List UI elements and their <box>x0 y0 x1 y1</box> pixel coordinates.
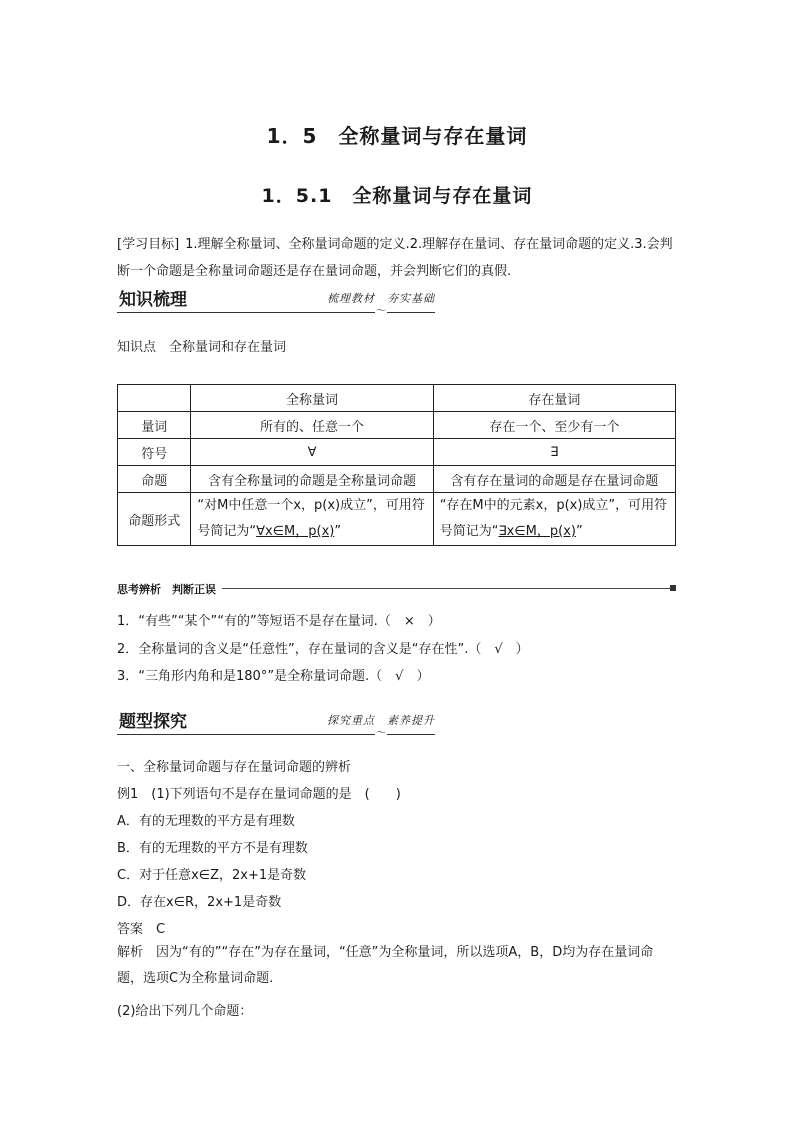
cell-universal: 含有全称量词的命题是全称量词命题 <box>191 466 433 493</box>
table-row <box>118 412 676 439</box>
form-text: “对M中任意一个x，p(x)成立”，可用符号简记为“ <box>197 498 425 539</box>
learning-objectives <box>117 231 682 285</box>
example-question: 例1 (1)下列语句不是存在量词命题的是 ( ) <box>117 787 401 802</box>
header-rule <box>117 312 435 313</box>
table-row <box>118 493 676 546</box>
analysis: 解析 因为“有的”“存在”为存在量词，“任意”为全称量词，所以选项A，B，D均为存在量词命题，选项C为全称量词命题. <box>117 945 654 986</box>
header-universal: 全称量词 <box>191 385 433 412</box>
cell-existential: 含有存在量词的命题是存在量词命题 <box>433 466 675 493</box>
objectives-text: 1.理解全称量词、全称量词命题的定义.2.理解存在量词、存在量词命题的定义.3.会判断一个命题是全称量词命题还是存在量词命题，并会判断它们的真假. <box>117 237 673 279</box>
row-label: 符号 <box>118 439 191 466</box>
form-text: ” <box>575 524 583 539</box>
knowledge-section-sub: 梳理教材 夯实基础 <box>327 292 435 305</box>
row-label: 命题 <box>118 466 191 493</box>
table-row <box>118 439 676 466</box>
cell-existential: 存在一个、至少有一个 <box>433 412 675 439</box>
row-label: 量词 <box>118 412 191 439</box>
option-a: A．有的无理数的平方是有理数 <box>117 814 295 829</box>
list-item: 3．“三角形内角和是180°”是全称量词命题.（ √ ） <box>117 669 430 684</box>
knowledge-point: 知识点 全称量词和存在量词 <box>117 340 287 355</box>
cell-universal: 所有的、任意一个 <box>191 412 433 439</box>
cell-universal-form <box>191 493 433 546</box>
next-question: (2)给出下列几个命题： <box>117 1004 253 1019</box>
thinking-header <box>117 581 676 595</box>
form-symbol: ∀x∈M，p(x) <box>256 524 335 539</box>
table-corner-cell <box>118 385 191 412</box>
section-title: 1．5 全称量词与存在量词 <box>266 124 528 148</box>
row-label: 命题形式 <box>118 493 191 546</box>
explore-section-header <box>117 707 435 739</box>
part-heading: 一、全称量词命题与存在量词命题的辨析 <box>117 760 352 775</box>
cell-existential-form <box>433 493 675 546</box>
option-b: B．有的无理数的平方不是有理数 <box>117 841 308 856</box>
knowledge-section-header <box>117 285 435 317</box>
cell-existential: ∃ <box>433 439 675 466</box>
option-c: C．对于任意x∈Z，2x+1是奇数 <box>117 868 307 883</box>
square-bullet-icon <box>670 585 676 591</box>
table-header-row <box>118 385 676 412</box>
cell-universal: ∀ <box>191 439 433 466</box>
list-item: 1．“有些”“某个”“有的”等短语不是存在量词.（ × ） <box>117 614 441 629</box>
quantifier-table <box>117 384 676 546</box>
wave-mark-icon: 〜 <box>376 728 386 739</box>
list-item: 2．全称量词的含义是“任意性”，存在量词的含义是“存在性”.（ √ ） <box>117 642 529 657</box>
form-symbol: ∃x∈M，p(x) <box>498 524 576 539</box>
explore-section-sub: 探究重点 素养提升 <box>327 714 435 727</box>
answer: 答案 C <box>117 922 166 937</box>
explore-section-name: 题型探究 <box>119 712 187 732</box>
form-text: “存在M中的元素x，p(x)成立”，可用符号简记为“ <box>439 498 668 539</box>
wave-mark-icon: 〜 <box>376 306 386 317</box>
option-d: D．存在x∈R，2x+1是奇数 <box>117 895 282 910</box>
table-row <box>118 466 676 493</box>
knowledge-section-name: 知识梳理 <box>119 290 187 310</box>
thinking-label: 思考辨析 判断正误 <box>117 581 222 597</box>
objectives-tag: [学习目标] <box>117 237 180 252</box>
subsection-title: 1．5.1 全称量词与存在量词 <box>261 185 533 207</box>
header-rule <box>117 734 435 735</box>
header-existential: 存在量词 <box>433 385 675 412</box>
form-text: ” <box>334 524 342 539</box>
